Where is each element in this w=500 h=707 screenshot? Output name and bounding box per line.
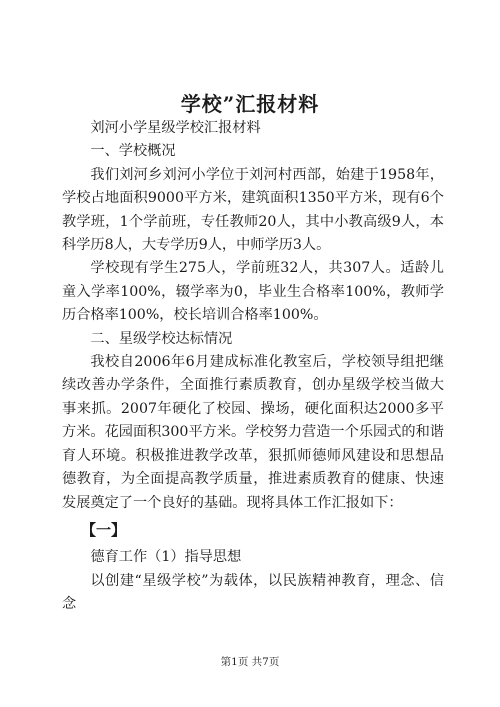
section-heading-overview: 一、学校概况 <box>90 143 176 160</box>
document-title: 学校”汇报材料 <box>180 92 320 116</box>
document-body <box>62 117 444 617</box>
paragraph-standards: 我校自2006年6月建成标准化教室后，学校领导组把继续改善办学条件，全面推行素质教育，创办星级学校当做大事来抓。2007年硬化了校园、操场，硬化面积达2000多平方米。花园面积300平方米。学校努力营造一个乐园式的和谐育人环境。积极推进教学改革，狠抓师德师风建设和思想品德教育，为全面提高教学质量，推进素质教育的健康、快速发展奠定了一个良好的基础。现将具体工作汇报如下： <box>62 354 444 511</box>
bracket-heading: 【一】 <box>81 520 127 539</box>
subtitle-paragraph: 刘河小学星级学校汇报材料 <box>90 120 261 136</box>
moral-education-heading: 德育工作（1）指导思想 <box>90 549 242 566</box>
paragraph-moral-education: 以创建“星级学校”为载体，以民族精神教育，理念、信念 <box>62 572 444 613</box>
section-heading-standards: 二、星级学校达标情况 <box>90 330 233 347</box>
page-footer: 第1页 共7页 <box>220 656 280 668</box>
paragraph-school-intro: 我们刘河乡刘河小学位于刘河村西部，始建于1958年，学校占地面积9000平方米，建筑面积1350平方米，现有6个教学班，1个学前班，专任教师20人，其中小教高级9人，本科学历8人，大专学历9人，中师学历3人。 <box>62 166 444 254</box>
paragraph-students: 学校现有学生275人，学前班32人，共307人。适龄儿童入学率100%，辍学率为0，毕业生合格率100%，教师学历合格率100%，校长培训合格率100%。 <box>62 260 444 324</box>
